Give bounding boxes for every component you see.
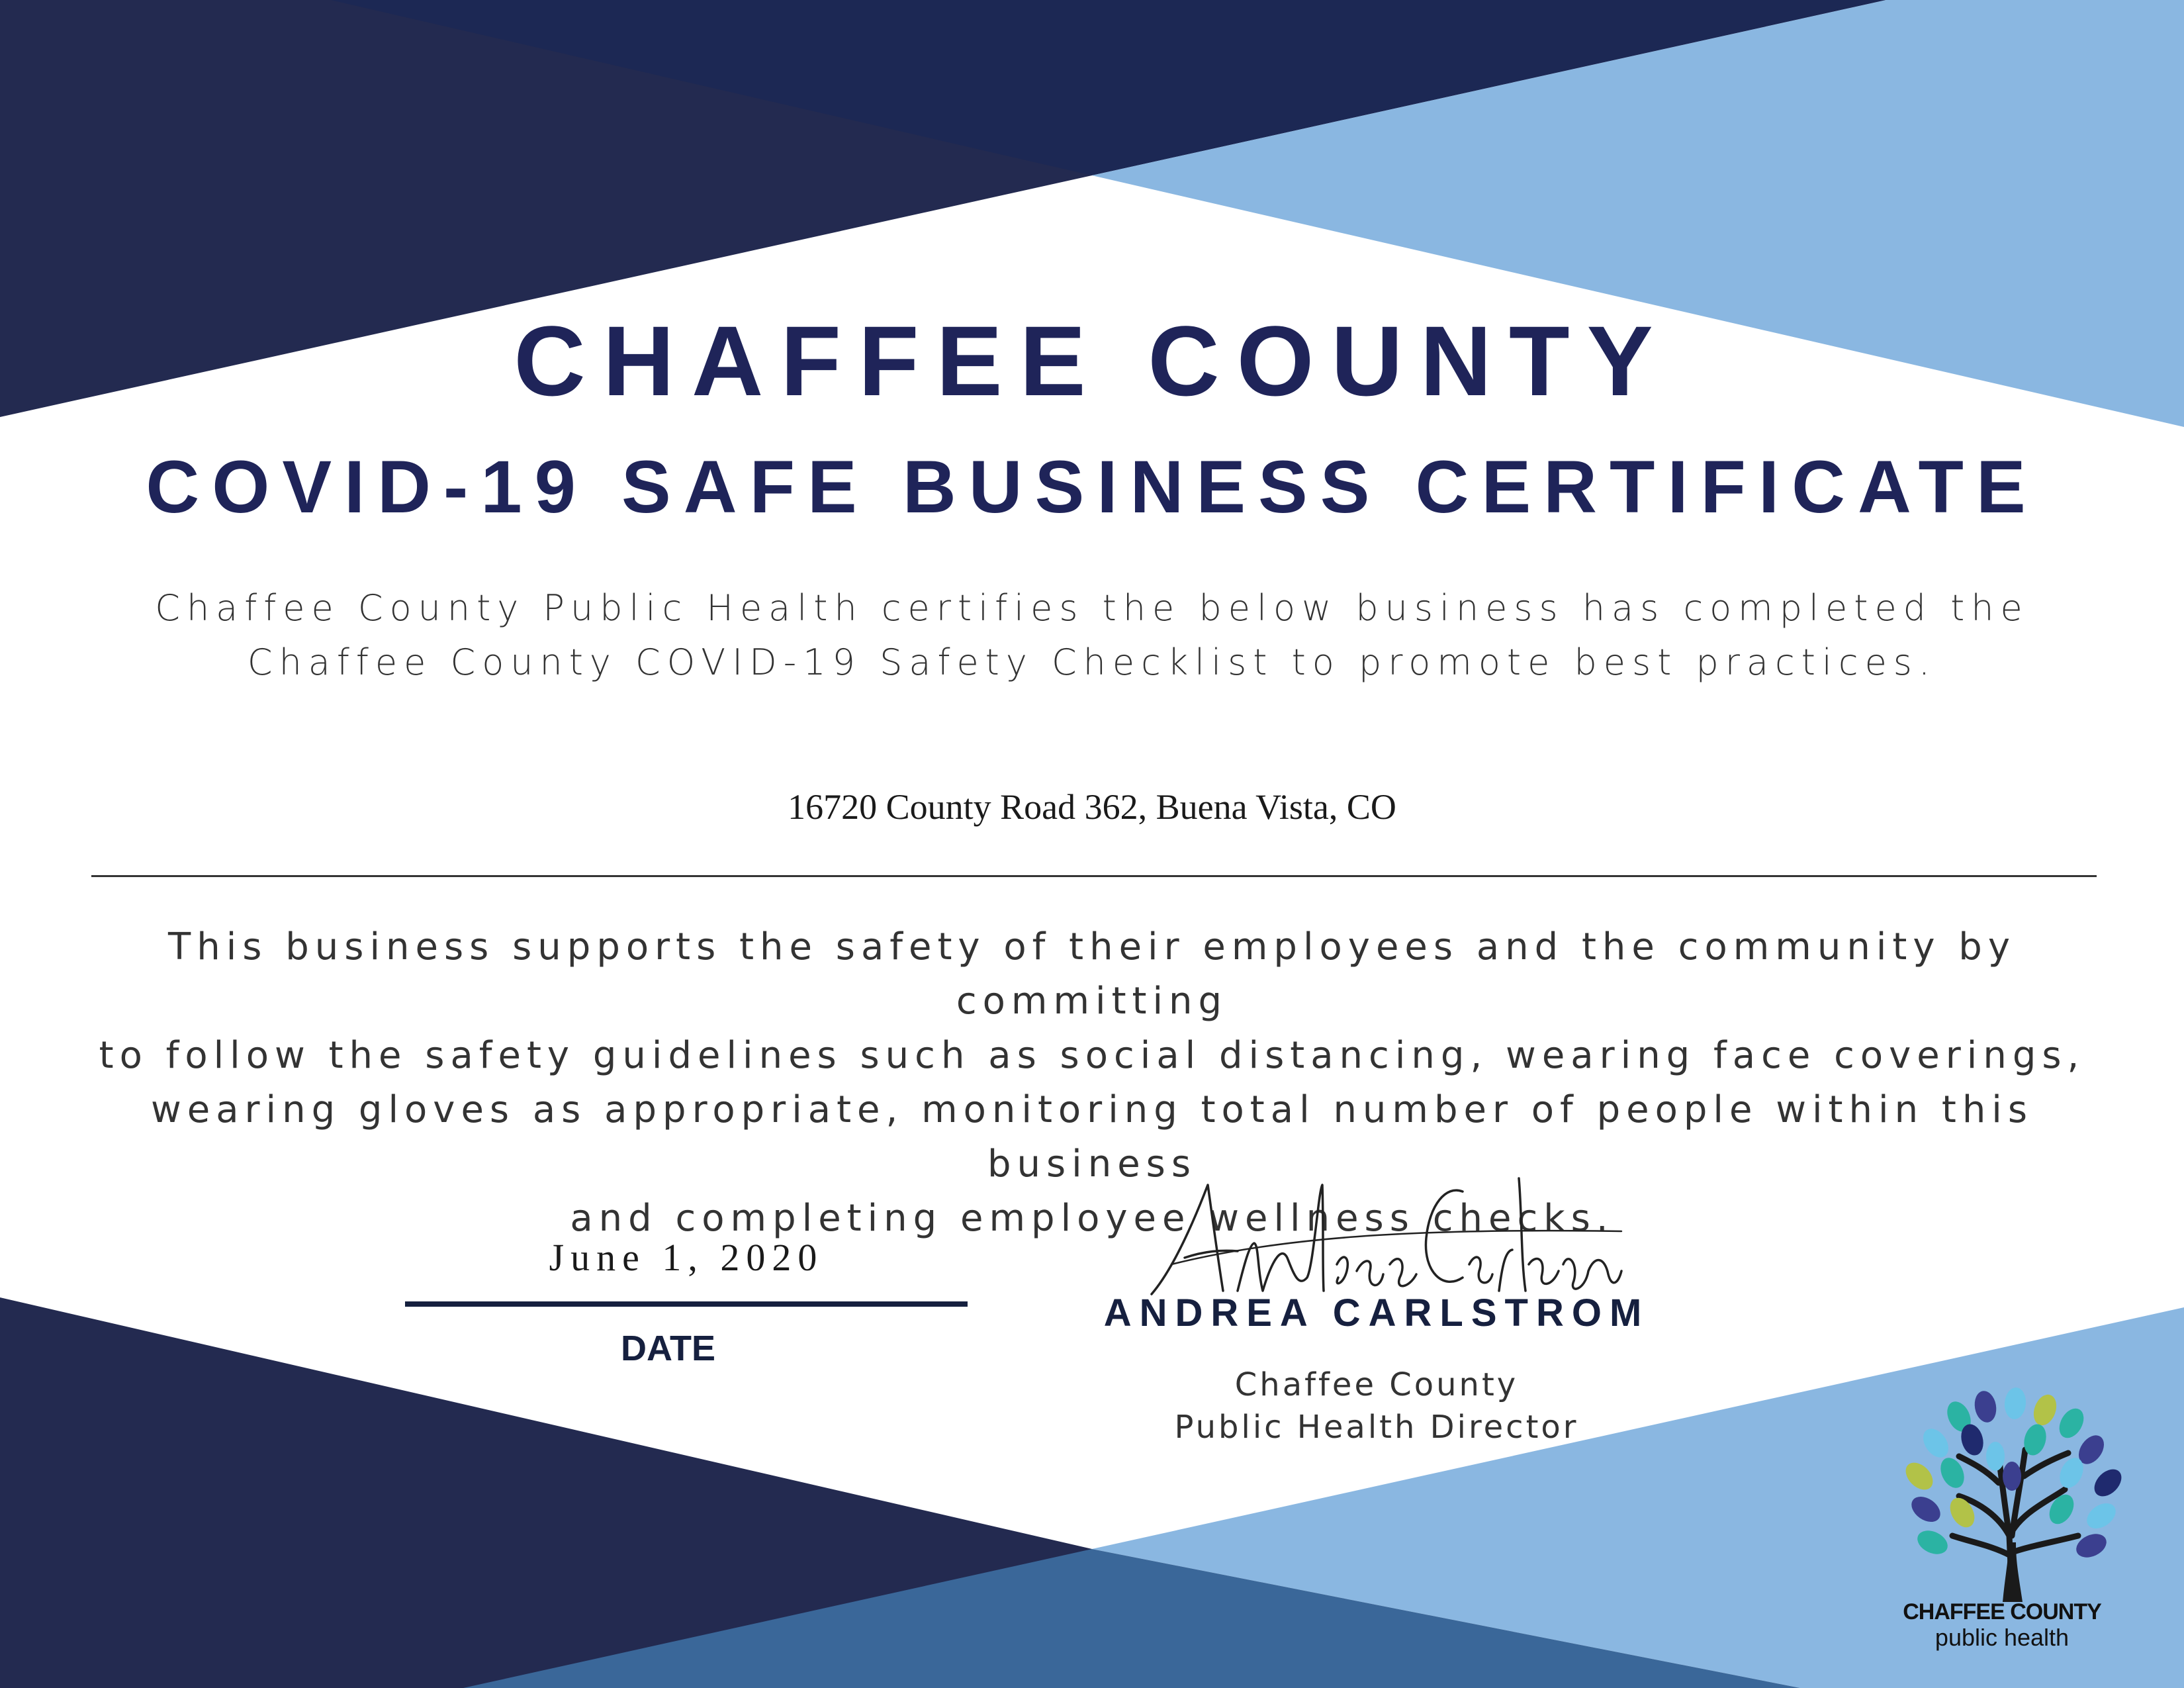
certificate-intro <box>0 581 2184 690</box>
signer-name: ANDREA CARLSTROM <box>1103 1291 1650 1335</box>
commitment-line-1: This business supports the safety of their employees and the community by committing <box>168 925 2016 1023</box>
address-underline <box>91 875 2097 877</box>
handwritten-signature <box>1145 1165 1628 1311</box>
commitment-line-3: wearing gloves as appropriate, monitoring total number of people within this business <box>150 1088 2034 1186</box>
commitment-statement <box>40 920 2144 1246</box>
date-label: DATE <box>621 1329 715 1368</box>
signer-title <box>1112 1364 1641 1448</box>
intro-line-2: Chaffee County COVID-19 Safety Checklist to promote best practices. <box>247 641 1937 683</box>
date-line <box>405 1301 968 1307</box>
signer-title-line-1: Chaffee County <box>1234 1366 1519 1403</box>
date-value: June 1, 2020 <box>549 1236 824 1279</box>
commitment-line-2: to follow the safety guidelines such as social distancing, wearing face coverings, <box>99 1034 2085 1077</box>
commitment-line-4: and completing employee wellness checks. <box>570 1197 1614 1240</box>
logo-organization-subtitle: public health <box>1934 1624 2070 1651</box>
business-address: 16720 County Road 362, Buena Vista, CO <box>788 787 1396 827</box>
signer-title-line-2: Public Health Director <box>1174 1409 1579 1446</box>
intro-line-1: Chaffee County Public Health certifies the below business has completed the <box>155 587 2029 629</box>
logo-organization-name: CHAFFEE COUNTY <box>1903 1599 2101 1624</box>
certificate-subtitle: COVID-19 SAFE BUSINESS CERTIFICATE <box>146 445 2038 528</box>
certificate-title: CHAFFEE COUNTY <box>514 305 1670 416</box>
